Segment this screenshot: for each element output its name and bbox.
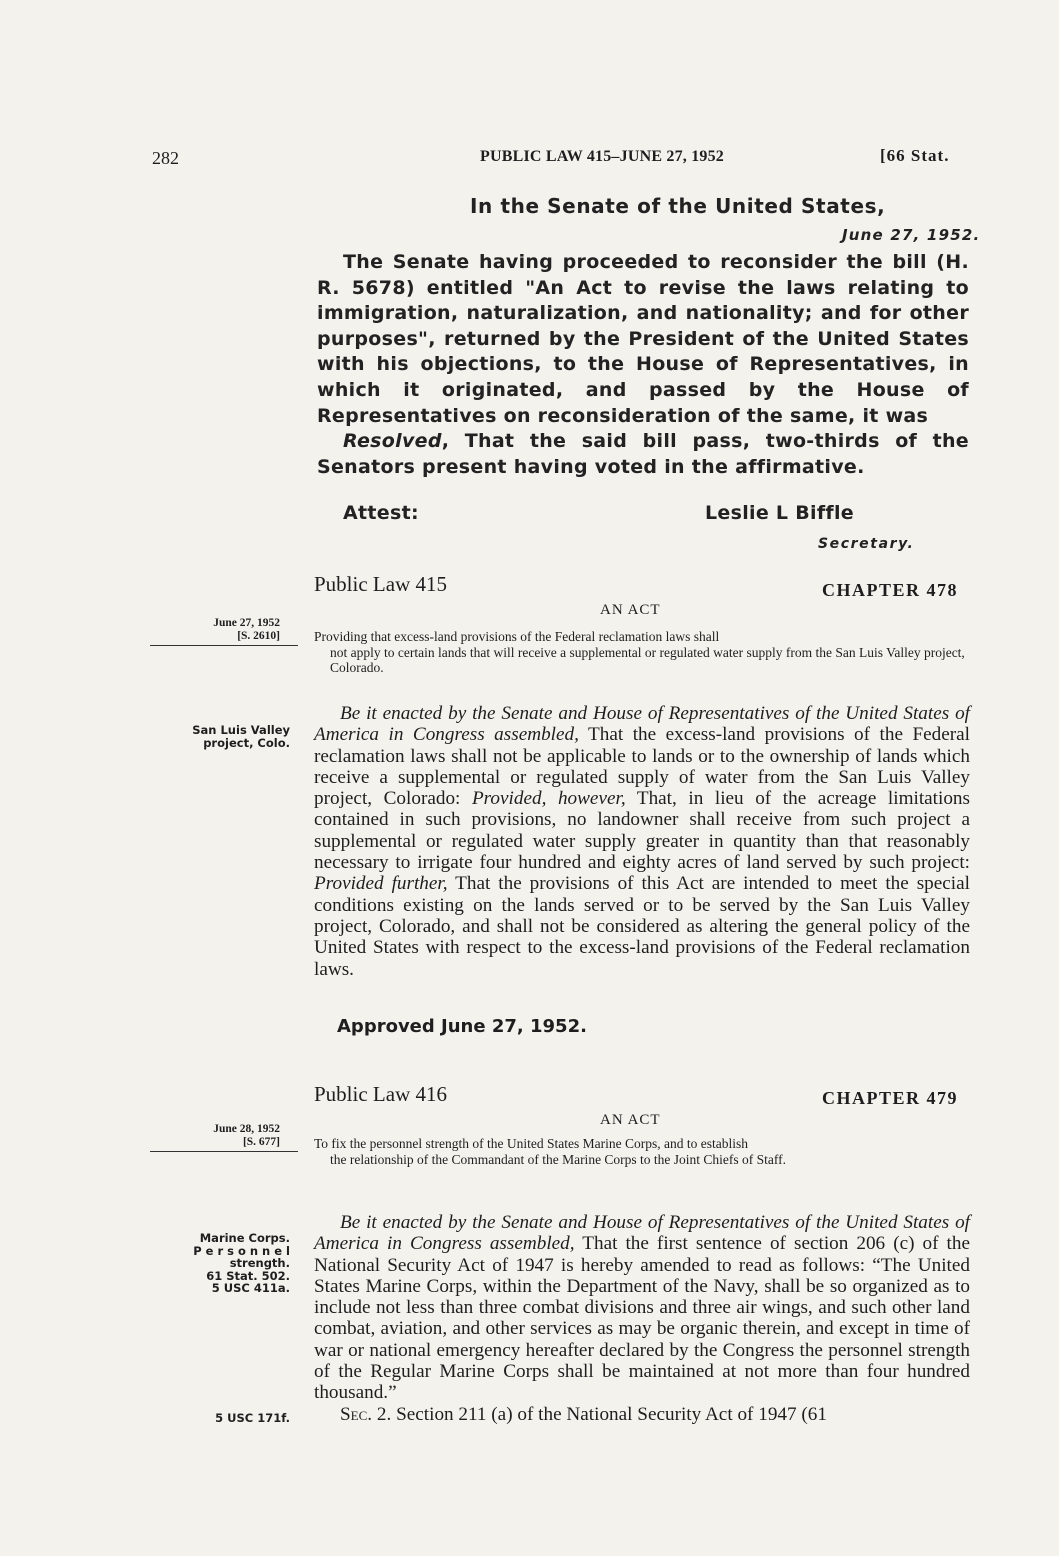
attest-name: Leslie L Biffle — [705, 502, 854, 524]
margin-date-416-date: June 28, 1952 — [213, 1123, 280, 1135]
enacting-clause-416: Be it enacted by the Senate and House of Representatives of the United States of America in Congress assembled, — [314, 1212, 970, 1255]
law-416-body — [314, 1212, 970, 1425]
law-415-body — [314, 703, 970, 980]
senate-resolution — [317, 250, 969, 480]
side-note-marine-corps — [140, 1232, 290, 1295]
side-note-san-luis — [140, 724, 290, 749]
an-act-heading-416: AN ACT — [600, 1112, 661, 1128]
side-note-marine-line5: 5 USC 411a. — [211, 1281, 290, 1295]
side-note-san-luis-line1: San Luis Valley — [192, 723, 290, 737]
law-416-text-1: That the first sentence of section 206 (c) of the National Security Act of 1947 is hereby amended to read as follows: “The United States Marine Corps, within the Department of the Navy, shall be so organized as to include not less than three combat divisions and three air wings, and such other land combat, aviation, and other services as may be organic therein, and except in time of war or national emergency hereafter declared by the Congress the personnel strength of the Regular Marine Corps shall be maintained at not more than four hundred thousand.” — [314, 1233, 970, 1404]
law-415-text-1: That the excess-land provisions of the Federal reclamation laws shall not be applicable to lands or to the ownership of lands which receive a supplemental or regulated supply of water from the San Luis Valley project, Colorado: — [314, 724, 970, 810]
section-2-text: Section 211 (a) of the National Security Act of 1947 (61 — [391, 1403, 827, 1425]
an-act-heading-415: AN ACT — [600, 602, 661, 618]
resolved-word: Resolved — [343, 430, 442, 453]
side-note-marine-line4: 61 Stat. 502. — [206, 1268, 290, 1283]
purpose-416-rest: the relationship of the Commandant of the Marine Corps to the Joint Chiefs of Staff. — [330, 1151, 787, 1167]
public-law-415-label: Public Law 415 — [314, 572, 447, 596]
law-416-paragraph — [314, 1212, 970, 1404]
attest-title: Secretary. — [818, 536, 915, 552]
section-2-label: Sec. 2. — [340, 1403, 392, 1425]
margin-date-416 — [152, 1123, 280, 1149]
side-note-san-luis-line2: project, Colo. — [203, 735, 290, 750]
proviso-415-2: Provided further, — [314, 873, 448, 895]
law-415-text-2: That, in lieu of the acreage limitations contained in such provisions, no landowner shall receive from such project a supplemental or regulated water supply greater in quantity than that reasonably necessary to irrigate four hundred and eighty acres of land served by such project: — [314, 788, 970, 874]
margin-rule-416 — [150, 1151, 298, 1152]
senate-paragraph: The Senate having proceeded to reconsider the bill (H. R. 5678) entitled "An Act to revise the laws relating to immigration, naturalization, and nationality; and for other purposes", returned by the President of the United States with his objections, to the House of Representatives, in which it originated, and passed by the House of Representatives on reconsideration of the same, it was — [317, 251, 969, 427]
attest-label: Attest: — [343, 502, 419, 524]
purpose-415 — [314, 629, 970, 676]
side-note-marine-line1: Marine Corps. — [199, 1231, 290, 1245]
resolved-paragraph — [317, 429, 969, 480]
law-416-section-2 — [314, 1404, 970, 1425]
senate-date: June 27, 1952. — [842, 226, 981, 244]
side-note-marine-line3: strength. — [229, 1256, 290, 1270]
law-415-paragraph — [314, 703, 970, 980]
senate-heading: In the Senate of the United States, — [470, 194, 886, 218]
chapter-478: CHAPTER 478 — [822, 580, 959, 600]
proviso-415-1: Provided, however, — [471, 788, 626, 810]
side-note-usc-171f: 5 USC 171f. — [215, 1411, 290, 1425]
law-415-text-3: That the provisions of this Act are intended to meet the special conditions existing on the lands served or to be served by the San Luis Valley project, Colorado, and shall not be considered as altering the general policy of the United States with respect to the excess-land provisions of the Federal reclamation laws. — [314, 873, 970, 980]
side-note-marine-line2: P e r s o n n e l — [193, 1243, 290, 1258]
purpose-416 — [314, 1136, 970, 1167]
margin-date-415 — [152, 617, 280, 643]
enacting-clause-415: Be it enacted by the Senate and House of Representatives of the United States of America in Congress assembled, — [314, 703, 970, 746]
approved-line-415: Approved June 27, 1952. — [337, 1016, 587, 1037]
purpose-415-first: Providing that excess-land provisions of the Federal reclamation laws shall — [314, 629, 720, 644]
margin-date-416-bill: [S. 677] — [242, 1136, 280, 1148]
margin-rule-415 — [150, 645, 298, 646]
page-number: 282 — [152, 148, 179, 168]
margin-date-415-bill: [S. 2610] — [237, 630, 280, 642]
purpose-415-rest: not apply to certain lands that will receive a supplemental or regulated water supply from the San Luis Valley project, Colorado. — [330, 644, 965, 675]
stat-reference: [66 Stat. — [880, 146, 950, 165]
chapter-479: CHAPTER 479 — [822, 1088, 959, 1108]
resolved-text: , That the said bill pass, two-thirds of the Senators present having voted in the affirmative. — [317, 430, 969, 478]
purpose-416-first: To fix the personnel strength of the United States Marine Corps, and to establish — [314, 1136, 748, 1151]
margin-date-415-date: June 27, 1952 — [213, 617, 280, 629]
running-title: PUBLIC LAW 415–JUNE 27, 1952 — [480, 148, 724, 165]
public-law-416-label: Public Law 416 — [314, 1082, 447, 1106]
